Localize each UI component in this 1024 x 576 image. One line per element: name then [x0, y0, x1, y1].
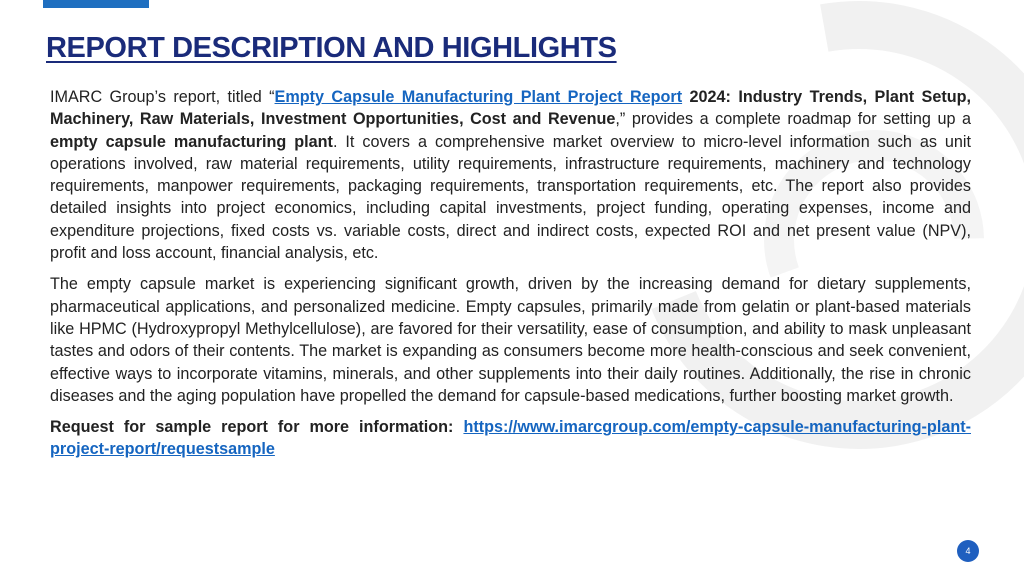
request-sample-paragraph [50, 416, 971, 461]
page-number-badge: 4 [957, 540, 979, 562]
page-title: REPORT DESCRIPTION AND HIGHLIGHTS [46, 32, 617, 64]
report-description [50, 86, 971, 470]
request-sample-link[interactable]: https://www.imarcgroup.com/empty-capsule-manufacturing-plant-project-report/requestsample [50, 418, 971, 459]
request-label: Request for sample report for more information: [50, 418, 454, 437]
intro-paragraph: IMARC Group’s report, titled “Empty Capsule Manufacturing Plant Project Report 2024: Industry Trends, Plant Setup, Machinery, Raw Materials, Investment Opportunities, Cost and Revenue,” provides a complete roadmap for setting up a empty capsule manufacturing plant. It covers a comprehensive market overview to micro-level information such as unit operations involved, raw material requirements, utility requirements, infrastructure requirements, machinery and technology requirements, manpower requirements, packaging requirements, transportation requirements, etc. The report also provides detailed insights into project economics, including capital investments, project funding, operating expenses, income and expenditure projections, fixed costs vs. variable costs, direct and indirect costs, expected ROI and net present value (NPV), profit and loss account, financial analysis, etc. [50, 88, 971, 263]
report-title-link[interactable]: Empty Capsule Manufacturing Plant Project Report [274, 88, 683, 106]
highlight-term: empty capsule manufacturing plant [50, 132, 333, 151]
report-subtitle: 2024: Industry Trends, Plant Setup, Machinery, Raw Materials, Investment Opportunities, Cost and Revenue [50, 88, 971, 129]
market-paragraph: The empty capsule market is experiencing significant growth, driven by the increasing demand for dietary supplements, pharmaceutical applications, and personalized medicine. Empty capsules, primarily made from gelatin or plant-based materials like HPMC (Hydroxypropyl Methylcellulose), are favored for their versatility, ease of consumption, and ability to mask unpleasant tastes and odors of their contents. The market is expanding as consumers become more health-conscious and seek convenient, effective ways to incorporate vitamins, minerals, and other supplements into their daily routines. Additionally, the rise in chronic diseases and the aging population have propelled the demand for capsule-based medications, further boosting market growth. [50, 275, 971, 405]
top-accent-bar [43, 0, 149, 8]
